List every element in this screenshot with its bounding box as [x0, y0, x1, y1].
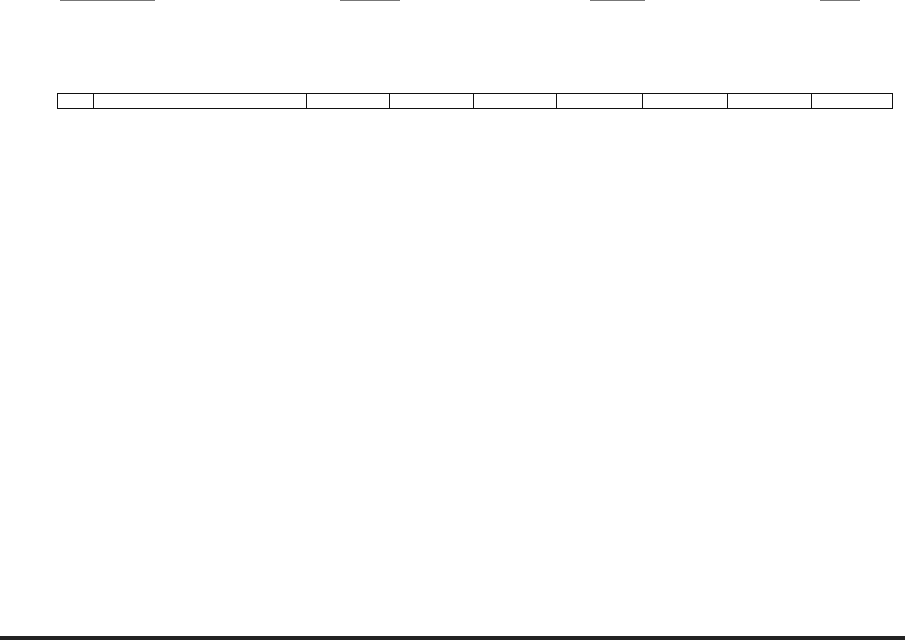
top-edge-mark [820, 0, 860, 1]
column-header-cell [643, 94, 728, 109]
top-edge-mark [340, 0, 400, 1]
top-edge-mark [590, 0, 645, 1]
column-header-cell [307, 94, 390, 109]
column-header-cell [812, 94, 893, 109]
column-header-cell [728, 94, 812, 109]
column-header-table [57, 93, 893, 109]
column-header-cell [390, 94, 474, 109]
column-header-cell [58, 94, 94, 109]
column-header-cell [557, 94, 643, 109]
column-header-cell [94, 94, 307, 109]
column-header-cell [474, 94, 557, 109]
bottom-edge-bar [0, 636, 905, 640]
top-edge-mark [60, 0, 155, 1]
